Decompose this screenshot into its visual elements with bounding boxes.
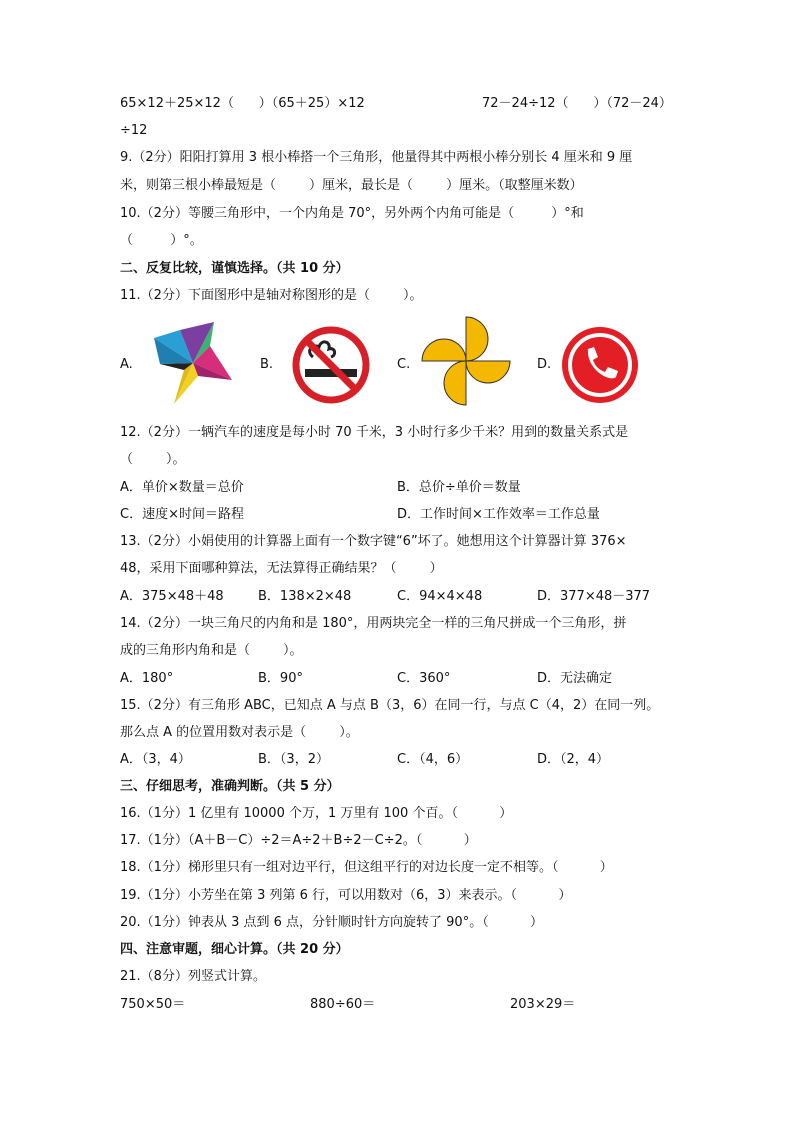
q12-line1: 12.（2分）一辆汽车的速度是每小时 70 千米，3 小时行多少千米？用到的数量关系式是 bbox=[120, 425, 629, 440]
q14-option-d: D．无法确定 bbox=[537, 671, 613, 686]
q13-line2: 48，采用下面哪种算法，无法算得正确结果？（ ） bbox=[120, 561, 443, 576]
q11-option-c-label: C. bbox=[397, 357, 411, 372]
section-4-heading: 四、注意审题，细心计算。（共 20 分） bbox=[120, 942, 349, 957]
pinwheel-image bbox=[150, 320, 236, 406]
q21-text: 21.（8分）列竖式计算。 bbox=[120, 969, 266, 984]
q21-item-2: 880÷60＝ bbox=[310, 997, 376, 1012]
section-2-heading: 二、反复比较，谨慎选择。（共 10 分） bbox=[120, 261, 349, 276]
q12-option-d: D．工作时间×工作效率＝工作总量 bbox=[397, 507, 600, 522]
judge-item-20: 20.（1分）钟表从 3 点到 6 点，分针顺时针方向旋转了 90°。（ ） bbox=[120, 915, 544, 930]
no-smoking-sign-image bbox=[291, 325, 371, 405]
q21-item-1: 750×50＝ bbox=[120, 997, 186, 1012]
judge-item-17: 17.（1分）（A＋B－C）÷2＝A÷2＋B÷2－C÷2。（ ） bbox=[120, 833, 477, 848]
q13-option-a: A．375×48＋48 bbox=[120, 589, 224, 604]
q14-option-c: C．360° bbox=[397, 671, 451, 686]
judge-item-16: 16.（1分）1 亿里有 10000 个万，1 万里有 100 个百。（ ） bbox=[120, 806, 513, 821]
q13-option-d: D．377×48－377 bbox=[537, 589, 651, 604]
q9-line1: 9.（2分）阳阳打算用 3 根小棒搭一个三角形，他量得其中两根小棒分别长 4 厘米和 9 厘 bbox=[120, 150, 633, 165]
q15-option-a: A．（3，4） bbox=[120, 752, 191, 767]
q14-option-a: A．180° bbox=[120, 671, 174, 686]
q13-option-c: C．94×4×48 bbox=[397, 589, 483, 604]
fan-shape-image bbox=[420, 315, 512, 407]
q15-option-c: C．（4，6） bbox=[397, 752, 469, 767]
q14-line2: 成的三角形内角和是（ ）。 bbox=[120, 643, 303, 658]
q12-option-c: C．速度×时间＝路程 bbox=[120, 507, 244, 522]
q14-option-b: B．90° bbox=[258, 671, 303, 686]
section-3-heading: 三、仔细思考，准确判断。（共 5 分） bbox=[120, 779, 340, 794]
q8-continuation: ÷12 bbox=[120, 123, 148, 138]
q8-right: 72－24÷12（ ）（72－24） bbox=[482, 96, 672, 111]
q12-option-a: A．单价×数量＝总价 bbox=[120, 480, 244, 495]
q11-option-d-label: D. bbox=[537, 357, 552, 372]
phone-sign-image bbox=[560, 325, 640, 405]
q10-line1: 10.（2分）等腰三角形中，一个内角是 70°，另外两个内角可能是（ ）°和 bbox=[120, 206, 584, 221]
q15-line1: 15.（2分）有三角形 ABC，已知点 A 与点 B（3，6）在同一行，与点 C（4，2）在同一列。 bbox=[120, 698, 660, 713]
q14-line1: 14.（2分）一块三角尺的内角和是 180°，用两块完全一样的三角尺拼成一个三角形，拼 bbox=[120, 616, 627, 631]
q9-line2: 米，则第三根小棒最短是（ ）厘米，最长是（ ）厘米。（取整厘米数） bbox=[120, 178, 583, 193]
q11-text: 11.（2分）下面图形中是轴对称图形的是（ ）。 bbox=[120, 288, 423, 303]
q15-option-b: B．（3，2） bbox=[258, 752, 329, 767]
q13-option-b: B．138×2×48 bbox=[258, 589, 352, 604]
q12-option-b: B．总价÷单价＝数量 bbox=[397, 480, 521, 495]
q10-line2: （ ）°。 bbox=[120, 233, 203, 248]
q8-left: 65×12＋25×12（ ）（65＋25）×12 bbox=[120, 96, 365, 111]
q15-line2: 那么点 A 的位置用数对表示是（ ）。 bbox=[120, 725, 359, 740]
judge-item-18: 18.（1分）梯形里只有一组对边平行，但这组平行的对边长度一定不相等。（ ） bbox=[120, 860, 613, 875]
q12-line2: （ ）。 bbox=[120, 452, 186, 467]
q11-option-b-label: B. bbox=[260, 357, 274, 372]
judge-item-19: 19.（1分）小芳坐在第 3 列第 6 行，可以用数对（6，3）来表示。（ ） bbox=[120, 888, 572, 903]
q13-line1: 13.（2分）小娟使用的计算器上面有一个数字键“6”坏了。她想用这个计算器计算 376× bbox=[120, 534, 627, 549]
q21-item-3: 203×29＝ bbox=[510, 997, 576, 1012]
q15-option-d: D．（2，4） bbox=[537, 752, 610, 767]
q11-option-a-label: A. bbox=[120, 357, 133, 372]
